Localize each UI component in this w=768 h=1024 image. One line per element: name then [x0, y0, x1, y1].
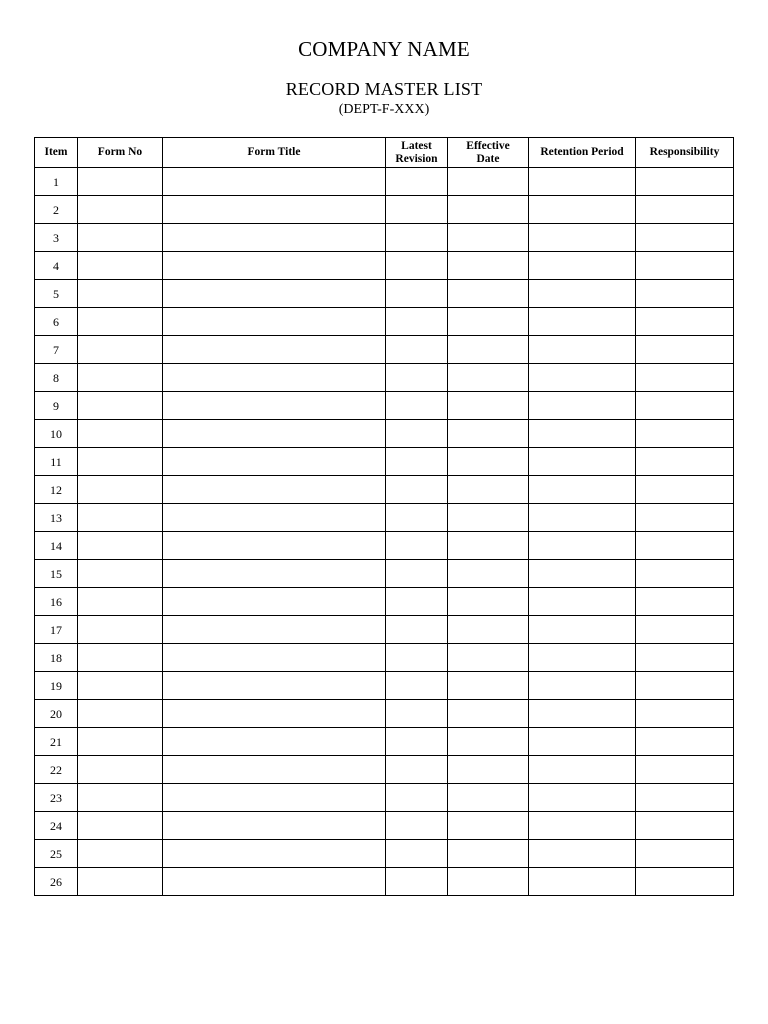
- table-row: [35, 448, 734, 476]
- col-header-effective-date-line-1: Effective: [466, 139, 510, 152]
- table-row: [35, 784, 734, 812]
- form-no-cell[interactable]: [78, 336, 163, 364]
- form-title-cell[interactable]: [163, 364, 386, 392]
- responsibility-cell[interactable]: [636, 308, 734, 336]
- table-row: [35, 644, 734, 672]
- form-title-cell[interactable]: [163, 308, 386, 336]
- latest-revision-cell[interactable]: [386, 420, 448, 448]
- form-title-cell[interactable]: [163, 868, 386, 896]
- item-number-cell: 11: [35, 448, 78, 476]
- retention-period-cell[interactable]: [529, 224, 636, 252]
- form-no-cell[interactable]: [78, 868, 163, 896]
- latest-revision-cell[interactable]: [386, 252, 448, 280]
- table-row: [35, 728, 734, 756]
- col-header-responsibility-label: Responsibility: [649, 146, 720, 158]
- latest-revision-cell[interactable]: [386, 756, 448, 784]
- form-title-cell[interactable]: [163, 280, 386, 308]
- table-row: [35, 308, 734, 336]
- retention-period-cell[interactable]: [529, 392, 636, 420]
- form-no-cell[interactable]: [78, 280, 163, 308]
- form-no-cell[interactable]: [78, 700, 163, 728]
- effective-date-cell[interactable]: [448, 476, 529, 504]
- form-title-cell[interactable]: [163, 784, 386, 812]
- retention-period-cell[interactable]: [529, 672, 636, 700]
- col-header-latest-revision: [386, 138, 448, 168]
- responsibility-cell[interactable]: [636, 280, 734, 308]
- latest-revision-cell[interactable]: [386, 504, 448, 532]
- item-number-cell: 1: [35, 168, 78, 196]
- effective-date-cell[interactable]: [448, 672, 529, 700]
- form-title-cell[interactable]: [163, 560, 386, 588]
- item-number-cell: 2: [35, 196, 78, 224]
- form-title-cell[interactable]: [163, 588, 386, 616]
- form-title-cell[interactable]: [163, 504, 386, 532]
- form-title-cell[interactable]: [163, 672, 386, 700]
- table-row: [35, 560, 734, 588]
- form-no-cell[interactable]: [78, 364, 163, 392]
- retention-period-cell[interactable]: [529, 616, 636, 644]
- retention-period-cell[interactable]: [529, 364, 636, 392]
- latest-revision-cell[interactable]: [386, 308, 448, 336]
- form-no-cell[interactable]: [78, 588, 163, 616]
- effective-date-cell[interactable]: [448, 196, 529, 224]
- table-header-row: [35, 138, 734, 168]
- document-code: (DEPT-F-XXX): [338, 102, 430, 117]
- effective-date-cell[interactable]: [448, 168, 529, 196]
- form-title-cell[interactable]: [163, 252, 386, 280]
- form-no-cell[interactable]: [78, 504, 163, 532]
- effective-date-cell[interactable]: [448, 616, 529, 644]
- form-title-cell[interactable]: [163, 392, 386, 420]
- retention-period-cell[interactable]: [529, 420, 636, 448]
- table-row: [35, 504, 734, 532]
- effective-date-cell[interactable]: [448, 336, 529, 364]
- table-row: [35, 812, 734, 840]
- effective-date-cell[interactable]: [448, 280, 529, 308]
- table-row: [35, 868, 734, 896]
- retention-period-cell[interactable]: [529, 252, 636, 280]
- item-number-cell: 18: [35, 644, 78, 672]
- item-number-cell: 7: [35, 336, 78, 364]
- table-row: [35, 532, 734, 560]
- responsibility-cell[interactable]: [636, 812, 734, 840]
- responsibility-cell[interactable]: [636, 196, 734, 224]
- retention-period-cell[interactable]: [529, 812, 636, 840]
- col-header-form-title-label: Form Title: [247, 146, 301, 158]
- effective-date-cell[interactable]: [448, 224, 529, 252]
- form-title-cell[interactable]: [163, 168, 386, 196]
- table-row: [35, 336, 734, 364]
- item-number-cell: 6: [35, 308, 78, 336]
- retention-period-cell[interactable]: [529, 280, 636, 308]
- effective-date-cell[interactable]: [448, 560, 529, 588]
- retention-period-cell[interactable]: [529, 644, 636, 672]
- item-number-cell: 14: [35, 532, 78, 560]
- form-no-cell[interactable]: [78, 784, 163, 812]
- latest-revision-cell[interactable]: [386, 364, 448, 392]
- latest-revision-cell[interactable]: [386, 672, 448, 700]
- form-title-cell[interactable]: [163, 336, 386, 364]
- effective-date-cell[interactable]: [448, 700, 529, 728]
- latest-revision-cell[interactable]: [386, 560, 448, 588]
- item-number-cell: 8: [35, 364, 78, 392]
- item-number-cell: 3: [35, 224, 78, 252]
- effective-date-cell[interactable]: [448, 728, 529, 756]
- form-no-cell[interactable]: [78, 560, 163, 588]
- latest-revision-cell[interactable]: [386, 392, 448, 420]
- retention-period-cell[interactable]: [529, 700, 636, 728]
- retention-period-cell[interactable]: [529, 868, 636, 896]
- table-row: [35, 588, 734, 616]
- responsibility-cell[interactable]: [636, 336, 734, 364]
- form-no-cell[interactable]: [78, 616, 163, 644]
- responsibility-cell[interactable]: [636, 532, 734, 560]
- form-title-cell[interactable]: [163, 812, 386, 840]
- responsibility-cell[interactable]: [636, 224, 734, 252]
- table-row: [35, 476, 734, 504]
- responsibility-cell[interactable]: [636, 728, 734, 756]
- responsibility-cell[interactable]: [636, 700, 734, 728]
- form-title-cell[interactable]: [163, 644, 386, 672]
- responsibility-cell[interactable]: [636, 616, 734, 644]
- form-title-cell[interactable]: [163, 700, 386, 728]
- form-no-cell[interactable]: [78, 420, 163, 448]
- table-body: [35, 168, 734, 896]
- table-row: [35, 616, 734, 644]
- effective-date-cell[interactable]: [448, 812, 529, 840]
- col-header-responsibility: [636, 138, 734, 168]
- col-header-effective-date-line-2: Date: [476, 152, 500, 165]
- latest-revision-cell[interactable]: [386, 700, 448, 728]
- latest-revision-cell[interactable]: [386, 868, 448, 896]
- item-number-cell: 25: [35, 840, 78, 868]
- company-name: COMPANY NAME: [298, 37, 470, 61]
- form-no-cell[interactable]: [78, 224, 163, 252]
- latest-revision-cell[interactable]: [386, 616, 448, 644]
- table-row: [35, 364, 734, 392]
- latest-revision-cell[interactable]: [386, 532, 448, 560]
- form-no-cell[interactable]: [78, 840, 163, 868]
- table-row: [35, 420, 734, 448]
- item-number-cell: 19: [35, 672, 78, 700]
- form-no-cell[interactable]: [78, 392, 163, 420]
- effective-date-cell[interactable]: [448, 532, 529, 560]
- item-number-cell: 12: [35, 476, 78, 504]
- retention-period-cell[interactable]: [529, 196, 636, 224]
- responsibility-cell[interactable]: [636, 672, 734, 700]
- col-header-latest-revision-line-2: Revision: [395, 152, 438, 165]
- table-row: [35, 224, 734, 252]
- effective-date-cell[interactable]: [448, 504, 529, 532]
- item-number-cell: 5: [35, 280, 78, 308]
- effective-date-cell[interactable]: [448, 448, 529, 476]
- effective-date-cell[interactable]: [448, 756, 529, 784]
- effective-date-cell[interactable]: [448, 840, 529, 868]
- effective-date-cell[interactable]: [448, 868, 529, 896]
- form-no-cell[interactable]: [78, 728, 163, 756]
- form-no-cell[interactable]: [78, 168, 163, 196]
- table-row: [35, 392, 734, 420]
- form-no-cell[interactable]: [78, 448, 163, 476]
- form-no-cell[interactable]: [78, 532, 163, 560]
- latest-revision-cell[interactable]: [386, 196, 448, 224]
- responsibility-cell[interactable]: [636, 560, 734, 588]
- retention-period-cell[interactable]: [529, 840, 636, 868]
- item-number-cell: 4: [35, 252, 78, 280]
- latest-revision-cell[interactable]: [386, 784, 448, 812]
- responsibility-cell[interactable]: [636, 448, 734, 476]
- latest-revision-cell[interactable]: [386, 588, 448, 616]
- retention-period-cell[interactable]: [529, 784, 636, 812]
- responsibility-cell[interactable]: [636, 364, 734, 392]
- table-row: [35, 280, 734, 308]
- table-row: [35, 672, 734, 700]
- item-number-cell: 26: [35, 868, 78, 896]
- latest-revision-cell[interactable]: [386, 728, 448, 756]
- form-no-cell[interactable]: [78, 812, 163, 840]
- item-number-cell: 13: [35, 504, 78, 532]
- item-number-cell: 24: [35, 812, 78, 840]
- form-no-cell[interactable]: [78, 672, 163, 700]
- table-row: [35, 168, 734, 196]
- latest-revision-cell[interactable]: [386, 840, 448, 868]
- retention-period-cell[interactable]: [529, 728, 636, 756]
- form-title-cell[interactable]: [163, 448, 386, 476]
- latest-revision-cell[interactable]: [386, 812, 448, 840]
- col-header-item-label: Item: [44, 146, 68, 158]
- responsibility-cell[interactable]: [636, 868, 734, 896]
- col-header-form-no-label: Form No: [97, 146, 143, 158]
- form-no-cell[interactable]: [78, 644, 163, 672]
- responsibility-cell[interactable]: [636, 644, 734, 672]
- responsibility-cell[interactable]: [636, 252, 734, 280]
- retention-period-cell[interactable]: [529, 560, 636, 588]
- form-no-cell[interactable]: [78, 308, 163, 336]
- latest-revision-cell[interactable]: [386, 168, 448, 196]
- retention-period-cell[interactable]: [529, 448, 636, 476]
- effective-date-cell[interactable]: [448, 420, 529, 448]
- col-header-retention-period: [529, 138, 636, 168]
- item-number-cell: 20: [35, 700, 78, 728]
- item-number-cell: 22: [35, 756, 78, 784]
- item-number-cell: 17: [35, 616, 78, 644]
- retention-period-cell[interactable]: [529, 588, 636, 616]
- item-number-cell: 15: [35, 560, 78, 588]
- effective-date-cell[interactable]: [448, 644, 529, 672]
- retention-period-cell[interactable]: [529, 532, 636, 560]
- form-no-cell[interactable]: [78, 476, 163, 504]
- latest-revision-cell[interactable]: [386, 280, 448, 308]
- effective-date-cell[interactable]: [448, 392, 529, 420]
- form-no-cell[interactable]: [78, 196, 163, 224]
- effective-date-cell[interactable]: [448, 308, 529, 336]
- table-row: [35, 196, 734, 224]
- retention-period-cell[interactable]: [529, 308, 636, 336]
- latest-revision-cell[interactable]: [386, 448, 448, 476]
- col-header-effective-date: [448, 138, 529, 168]
- responsibility-cell[interactable]: [636, 588, 734, 616]
- form-no-cell[interactable]: [78, 252, 163, 280]
- form-title-cell[interactable]: [163, 756, 386, 784]
- latest-revision-cell[interactable]: [386, 336, 448, 364]
- effective-date-cell[interactable]: [448, 784, 529, 812]
- col-header-latest-revision-line-1: Latest: [401, 139, 432, 152]
- form-title-cell[interactable]: [163, 476, 386, 504]
- retention-period-cell[interactable]: [529, 336, 636, 364]
- col-header-retention-period-label: Retention Period: [540, 146, 624, 158]
- item-number-cell: 10: [35, 420, 78, 448]
- table-row: [35, 252, 734, 280]
- retention-period-cell[interactable]: [529, 476, 636, 504]
- form-no-cell[interactable]: [78, 756, 163, 784]
- form-title-cell[interactable]: [163, 224, 386, 252]
- retention-period-cell[interactable]: [529, 168, 636, 196]
- effective-date-cell[interactable]: [448, 252, 529, 280]
- form-title-cell[interactable]: [163, 728, 386, 756]
- responsibility-cell[interactable]: [636, 392, 734, 420]
- table-row: [35, 756, 734, 784]
- retention-period-cell[interactable]: [529, 756, 636, 784]
- col-header-form-no: [78, 138, 163, 168]
- form-title-cell[interactable]: [163, 616, 386, 644]
- item-number-cell: 21: [35, 728, 78, 756]
- record-master-table: [34, 137, 734, 896]
- document-title: RECORD MASTER LIST: [285, 79, 483, 99]
- item-number-cell: 9: [35, 392, 78, 420]
- table-row: [35, 840, 734, 868]
- retention-period-cell[interactable]: [529, 504, 636, 532]
- latest-revision-cell[interactable]: [386, 476, 448, 504]
- effective-date-cell[interactable]: [448, 588, 529, 616]
- form-title-cell[interactable]: [163, 532, 386, 560]
- responsibility-cell[interactable]: [636, 840, 734, 868]
- table-row: [35, 700, 734, 728]
- responsibility-cell[interactable]: [636, 756, 734, 784]
- responsibility-cell[interactable]: [636, 784, 734, 812]
- col-header-item: [35, 138, 78, 168]
- item-number-cell: 16: [35, 588, 78, 616]
- item-number-cell: 23: [35, 784, 78, 812]
- responsibility-cell[interactable]: [636, 420, 734, 448]
- form-title-cell[interactable]: [163, 840, 386, 868]
- latest-revision-cell[interactable]: [386, 644, 448, 672]
- responsibility-cell[interactable]: [636, 168, 734, 196]
- responsibility-cell[interactable]: [636, 476, 734, 504]
- latest-revision-cell[interactable]: [386, 224, 448, 252]
- responsibility-cell[interactable]: [636, 504, 734, 532]
- col-header-form-title: [163, 138, 386, 168]
- form-title-cell[interactable]: [163, 196, 386, 224]
- form-title-cell[interactable]: [163, 420, 386, 448]
- effective-date-cell[interactable]: [448, 364, 529, 392]
